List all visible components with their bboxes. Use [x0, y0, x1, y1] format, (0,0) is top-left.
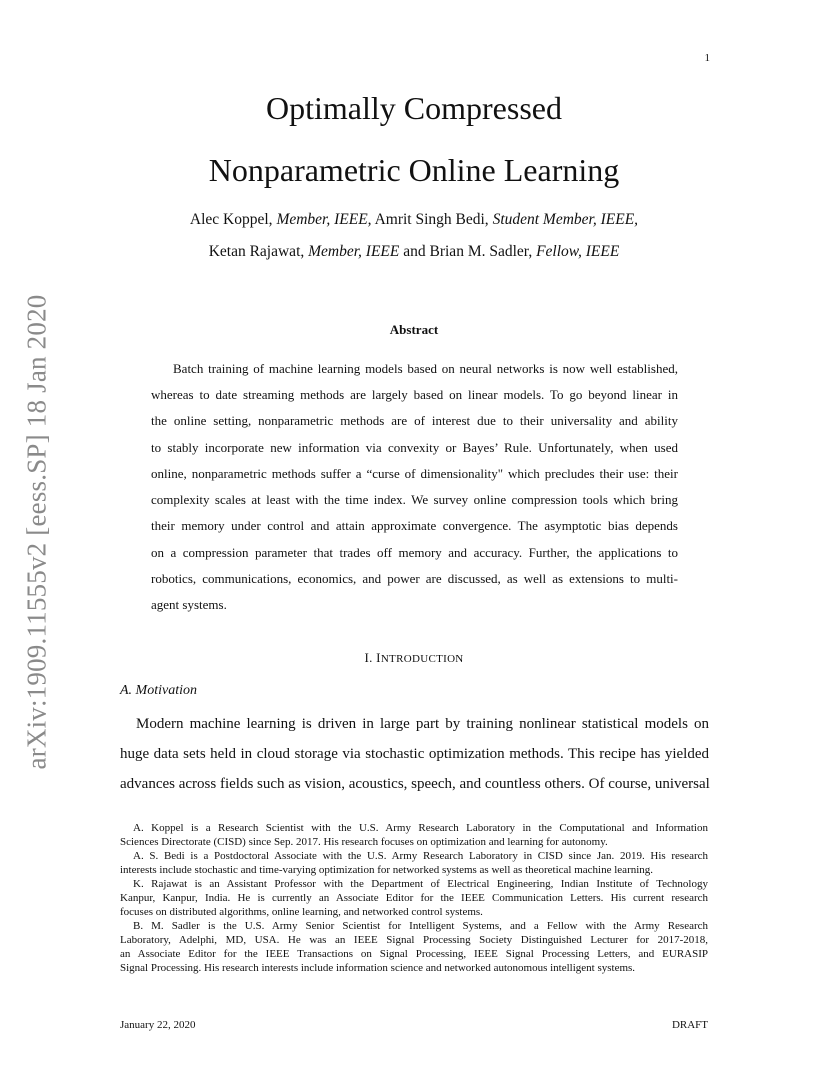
- abstract-line: robotics, communications, economics, and power are discussed, as well as extensions to multi-: [151, 571, 678, 586]
- author-name: Alec Koppel,: [189, 211, 277, 228]
- abstract-line: whereas to date streaming methods are largely based on linear models. To go beyond linear in: [151, 387, 678, 402]
- abstract-line: agent systems.: [151, 597, 227, 612]
- section-title-rest: NTRODUCTION: [380, 653, 464, 665]
- footnote-line: Laboratory, Adelphi, MD, USA. He was an IEEE Signal Processing Society Distinguished Lecturer for 2017-2018,: [120, 934, 708, 946]
- author-role: Student Member, IEEE,: [492, 211, 639, 228]
- abstract-line: their memory under control and attain approximate convergence. The asymptotic bias depends: [151, 518, 678, 533]
- abstract-line: the online setting, nonparametric methods are of interest due to their universality and ability: [151, 413, 678, 428]
- abstract-line: Batch training of machine learning models based on neural networks is now well established,: [173, 361, 678, 376]
- author-role: Fellow, IEEE: [536, 243, 620, 260]
- body-text-line: advances across fields such as vision, acoustics, speech, and countless others. Of course, universal: [120, 776, 710, 792]
- footnote-line: an Associate Editor for the IEEE Transactions on Signal Processing, IEEE Signal Processing Letters, and EURASIP: [120, 948, 708, 960]
- arxiv-identifier-stamp: [20, 290, 54, 774]
- author-name: Ketan Rajawat,: [208, 243, 309, 260]
- authors-line-1: [0, 211, 828, 229]
- footnote-line: A. S. Bedi is a Postdoctoral Associate with the U.S. Army Research Laboratory in CISD since Jan. 2019. His research: [133, 850, 708, 862]
- footnote-line: focuses on distributed algorithms, online learning, and networked control systems.: [120, 906, 483, 918]
- authors-line-2: [0, 243, 828, 261]
- body-text-line: Modern machine learning is driven in large part by training nonlinear statistical models on: [136, 716, 709, 732]
- abstract-line: complexity scales at least with the time index. We survey online compression tools which bring: [151, 492, 678, 507]
- page-number: 1: [704, 52, 710, 64]
- footnote-line: B. M. Sadler is the U.S. Army Senior Scientist for Intelligent Systems, and a Fellow with the Army Research: [133, 920, 708, 932]
- footnote-line: K. Rajawat is an Assistant Professor with the Department of Electrical Engineering, Indian Institute of Technology: [133, 878, 708, 890]
- author-name: and Brian M. Sadler,: [399, 243, 537, 260]
- author-role: Member, IEEE,: [276, 211, 372, 228]
- author-name: Amrit Singh Bedi,: [371, 211, 493, 228]
- footnote-line: Signal Processing. His research interests include information science and networked autonomous intelligent systems.: [120, 962, 636, 974]
- author-role: Member, IEEE: [308, 243, 400, 260]
- abstract-line: to stably incorporate new information via convexity or Bayes’ Rule. Unfortunately, when used: [151, 440, 678, 455]
- section-heading-introduction: [0, 650, 828, 666]
- abstract-heading: Abstract: [389, 322, 439, 337]
- section-initial: I: [376, 650, 381, 665]
- footnote-line: A. Koppel is a Research Scientist with the U.S. Army Research Laboratory in the Computational and Information: [133, 822, 708, 834]
- footnote-line: Sciences Directorate (CISD) since Sep. 2017. His research focuses on optimization and learning for autonomy.: [120, 836, 608, 848]
- abstract-line: on a compression parameter that trades off memory and accuracy. Further, the applications to: [151, 545, 678, 560]
- arxiv-identifier-text: arXiv:1909.11555v2 [eess.SP] 18 Jan 2020: [21, 294, 52, 770]
- footer-date: January 22, 2020: [120, 1019, 196, 1031]
- paper-title-line-1: Optimally Compressed: [266, 90, 562, 126]
- footnote-line: interests include stochastic and time-varying optimization for networked systems as well as theoretical machine learning.: [120, 864, 654, 876]
- paper-title-line-2: Nonparametric Online Learning: [208, 152, 620, 188]
- footer-draft-label: DRAFT: [671, 1019, 708, 1031]
- subsection-heading-motivation: A. Motivation: [120, 683, 197, 698]
- body-text-line: huge data sets held in cloud storage via stochastic optimization methods. This recipe has yielded: [120, 746, 709, 762]
- abstract-line: online, nonparametric methods suffer a “curse of dimensionality" which precludes their use: their: [151, 466, 678, 481]
- footnote-line: Kanpur, Kanpur, India. He is currently an Associate Editor for the IEEE Communication Letters. His current research: [120, 892, 708, 904]
- section-numeral: I.: [364, 650, 377, 665]
